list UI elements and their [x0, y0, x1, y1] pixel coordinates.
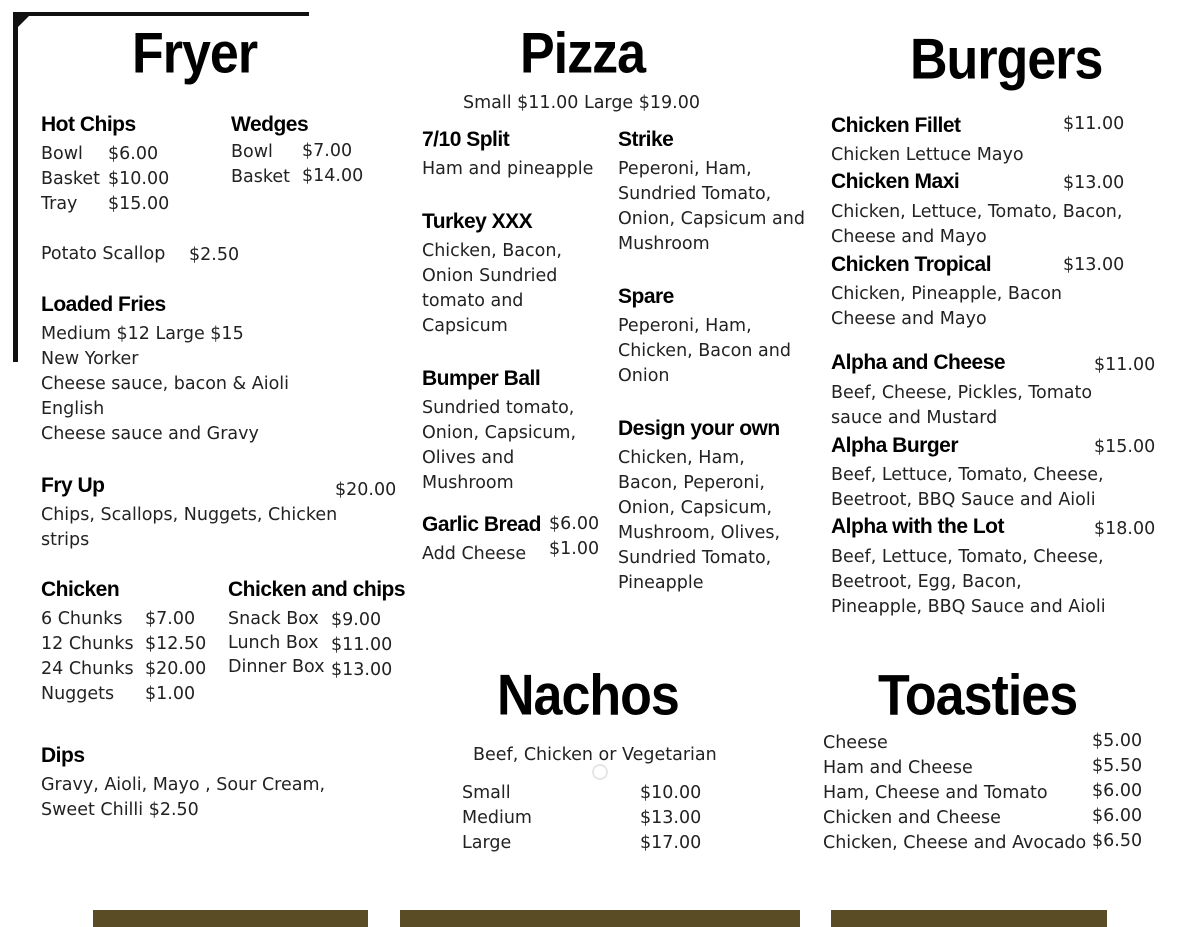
list-item: Mushroom — [618, 234, 710, 254]
loaded-fries-heading: Loaded Fries — [41, 293, 166, 316]
potato-scallop-price: $2.50 — [189, 245, 240, 265]
chicken-heading: Chicken — [41, 578, 120, 601]
list-item: Beef, Lettuce, Tomato, Cheese, — [831, 547, 1104, 567]
chicken-names — [41, 607, 134, 707]
pizza-sizes: Small $11.00 Large $19.00 — [463, 93, 700, 113]
list-item: 24 Chunks — [41, 659, 134, 679]
burger-heading: Alpha Burger — [831, 434, 959, 457]
price: $7.00 — [145, 609, 196, 629]
price: $6.50 — [1092, 831, 1143, 851]
garlic-heading: Garlic Bread — [422, 513, 541, 536]
list-item: Bowl — [231, 142, 273, 162]
toasties-names — [823, 731, 1086, 856]
price: $5.50 — [1092, 756, 1143, 776]
list-item: Lunch Box — [228, 633, 319, 653]
split-heading: 7/10 Split — [422, 128, 510, 151]
list-item: Chicken Lettuce Mayo — [831, 145, 1024, 165]
fryer-title: Fryer — [132, 22, 258, 86]
list-item: Peperoni, Ham, — [618, 159, 752, 179]
burger-price: $11.00 — [1094, 355, 1156, 375]
price: $13.00 — [640, 808, 702, 828]
fry-up-price: $20.00 — [335, 480, 397, 500]
list-item: Tray — [41, 194, 78, 214]
price: $13.00 — [331, 660, 393, 680]
wedges-heading: Wedges — [231, 113, 309, 136]
design-heading: Design your own — [618, 417, 780, 440]
burgers-title: Burgers — [910, 28, 1103, 92]
price: $20.00 — [145, 659, 207, 679]
list-item: Peperoni, Ham, — [618, 316, 752, 336]
footer-bar-center — [400, 910, 800, 927]
list-item: Pineapple, BBQ Sauce and Aioli — [831, 597, 1106, 617]
design-lines — [618, 446, 780, 596]
price: $5.00 — [1092, 731, 1143, 751]
burger-price: $15.00 — [1094, 437, 1156, 457]
list-item: Chips, Scallops, Nuggets, Chicken — [41, 505, 338, 525]
burger-price: $13.00 — [1063, 255, 1125, 275]
list-item: Nuggets — [41, 684, 115, 704]
spare-heading: Spare — [618, 285, 674, 308]
list-item: Beetroot, BBQ Sauce and Aioli — [831, 490, 1096, 510]
list-item: Ham and Cheese — [823, 758, 973, 778]
list-item: Onion — [618, 366, 670, 386]
price: $9.00 — [331, 610, 382, 630]
burger-lines — [831, 381, 1092, 431]
turkey-lines — [422, 239, 562, 339]
burger-price: $13.00 — [1063, 173, 1125, 193]
list-item: Chicken, Bacon, — [422, 241, 562, 261]
price: $6.00 — [1092, 781, 1143, 801]
burger-lines — [831, 282, 1062, 332]
list-item: tomato and — [422, 291, 524, 311]
bumper-lines — [422, 396, 576, 496]
list-item: Mushroom, Olives, — [618, 523, 781, 543]
burger-heading: Alpha with the Lot — [831, 515, 1004, 538]
price: $6.00 — [1092, 806, 1143, 826]
hot-chips-prices — [108, 142, 169, 217]
burger-heading: Chicken Fillet — [831, 114, 961, 137]
chicken-prices — [145, 607, 206, 707]
garlic-addon: Add Cheese — [422, 544, 527, 564]
list-item: Ham, Cheese and Tomato — [823, 783, 1048, 803]
burger-price: $11.00 — [1063, 114, 1125, 134]
footer-bar-left — [93, 910, 368, 927]
nachos-prices — [640, 781, 701, 856]
potato-scallop-name: Potato Scallop — [41, 244, 166, 264]
price: $10.00 — [640, 783, 702, 803]
list-item: Bowl — [41, 144, 83, 164]
burger-heading: Chicken Tropical — [831, 253, 992, 276]
list-item: Chicken, Cheese and Avocado — [823, 833, 1087, 853]
list-item: Olives and — [422, 448, 515, 468]
list-item: Chicken and Cheese — [823, 808, 1001, 828]
list-item: Small — [462, 783, 511, 803]
list-item: Basket — [231, 167, 290, 187]
loaded-fries-lines — [41, 322, 289, 447]
list-item: 12 Chunks — [41, 634, 134, 654]
burger-heading: Alpha and Cheese — [831, 351, 1006, 374]
list-item: Dinner Box — [228, 657, 325, 677]
dips-lines — [41, 773, 325, 823]
burger-heading: Chicken Maxi — [831, 170, 960, 193]
list-item: Cheese and Mayo — [831, 309, 987, 329]
list-item: 6 Chunks — [41, 609, 123, 629]
list-item: Chicken, Lettuce, Tomato, Bacon, — [831, 202, 1123, 222]
strike-lines — [618, 157, 805, 257]
list-item: Large — [462, 833, 512, 853]
toasties-prices — [1092, 729, 1142, 854]
list-item: Beetroot, Egg, Bacon, — [831, 572, 1022, 592]
garlic-price: $6.00 — [549, 514, 600, 534]
burger-lines — [831, 143, 1024, 168]
hot-chips-heading: Hot Chips — [41, 113, 136, 136]
list-item: Mushroom — [422, 473, 514, 493]
nachos-subtitle: Beef, Chicken or Vegetarian — [473, 745, 717, 765]
list-item: Chicken, Pineapple, Bacon — [831, 284, 1063, 304]
chicken-and-chips-heading: Chicken and chips — [228, 578, 406, 601]
nachos-title: Nachos — [497, 664, 679, 728]
price: $14.00 — [302, 166, 364, 186]
price: $7.00 — [302, 141, 353, 161]
price: $11.00 — [331, 635, 393, 655]
list-item: Chicken, Bacon and — [618, 341, 791, 361]
wedges-prices — [302, 139, 363, 189]
list-item: Gravy, Aioli, Mayo , Sour Cream, — [41, 775, 326, 795]
list-item: New Yorker — [41, 349, 139, 369]
fry-up-heading: Fry Up — [41, 474, 105, 497]
list-item: Basket — [41, 169, 100, 189]
frame-border-left — [13, 12, 18, 362]
fry-up-lines — [41, 503, 337, 553]
chicken-and-chips-prices — [331, 608, 392, 683]
pizza-title: Pizza — [520, 22, 646, 86]
circle-icon — [592, 764, 608, 780]
frame-border-top — [14, 12, 309, 16]
list-item: Sweet Chilli $2.50 — [41, 800, 199, 820]
list-item: Sundried Tomato, — [618, 184, 772, 204]
list-item: English — [41, 399, 105, 419]
toasties-title: Toasties — [878, 664, 1078, 728]
list-item: Beef, Lettuce, Tomato, Cheese, — [831, 465, 1104, 485]
frame-corner — [17, 16, 29, 28]
list-item: Cheese sauce, bacon & Aioli — [41, 374, 290, 394]
turkey-heading: Turkey XXX — [422, 210, 533, 233]
price: $17.00 — [640, 833, 702, 853]
list-item: Onion, Capsicum, — [618, 498, 773, 518]
list-item: Cheese and Mayo — [831, 227, 987, 247]
bumper-heading: Bumper Ball — [422, 367, 541, 390]
price: $6.00 — [108, 144, 159, 164]
list-item: Medium $12 Large $15 — [41, 324, 244, 344]
price: $10.00 — [108, 169, 170, 189]
burger-lines — [831, 545, 1106, 620]
list-item: Medium — [462, 808, 532, 828]
chicken-and-chips-names — [228, 607, 325, 679]
nachos-names — [462, 781, 532, 856]
price: $12.50 — [145, 634, 207, 654]
list-item: Pineapple — [618, 573, 704, 593]
list-item: sauce and Mustard — [831, 408, 998, 428]
split-lines — [422, 157, 593, 182]
list-item: Onion Sundried — [422, 266, 558, 286]
list-item: Snack Box — [228, 609, 319, 629]
burger-price: $18.00 — [1094, 519, 1156, 539]
wedges-names — [231, 140, 290, 190]
list-item: Sundried tomato, — [422, 398, 575, 418]
garlic-addon-price: $1.00 — [549, 539, 600, 559]
list-item: Beef, Cheese, Pickles, Tomato — [831, 383, 1093, 403]
list-item: Bacon, Peperoni, — [618, 473, 765, 493]
list-item: strips — [41, 530, 90, 550]
hot-chips-names — [41, 142, 100, 217]
dips-heading: Dips — [41, 744, 85, 767]
list-item: Cheese — [823, 733, 888, 753]
strike-heading: Strike — [618, 128, 674, 151]
list-item: Cheese sauce and Gravy — [41, 424, 259, 444]
footer-bar-right — [831, 910, 1107, 927]
list-item: Onion, Capsicum, — [422, 423, 577, 443]
burger-lines — [831, 200, 1122, 250]
list-item: Sundried Tomato, — [618, 548, 772, 568]
list-item: Chicken, Ham, — [618, 448, 745, 468]
list-item: Onion, Capsicum and — [618, 209, 805, 229]
price: $15.00 — [108, 194, 170, 214]
list-item: Capsicum — [422, 316, 508, 336]
list-item: Ham and pineapple — [422, 159, 594, 179]
spare-lines — [618, 314, 791, 389]
price: $1.00 — [145, 684, 196, 704]
burger-lines — [831, 463, 1104, 513]
